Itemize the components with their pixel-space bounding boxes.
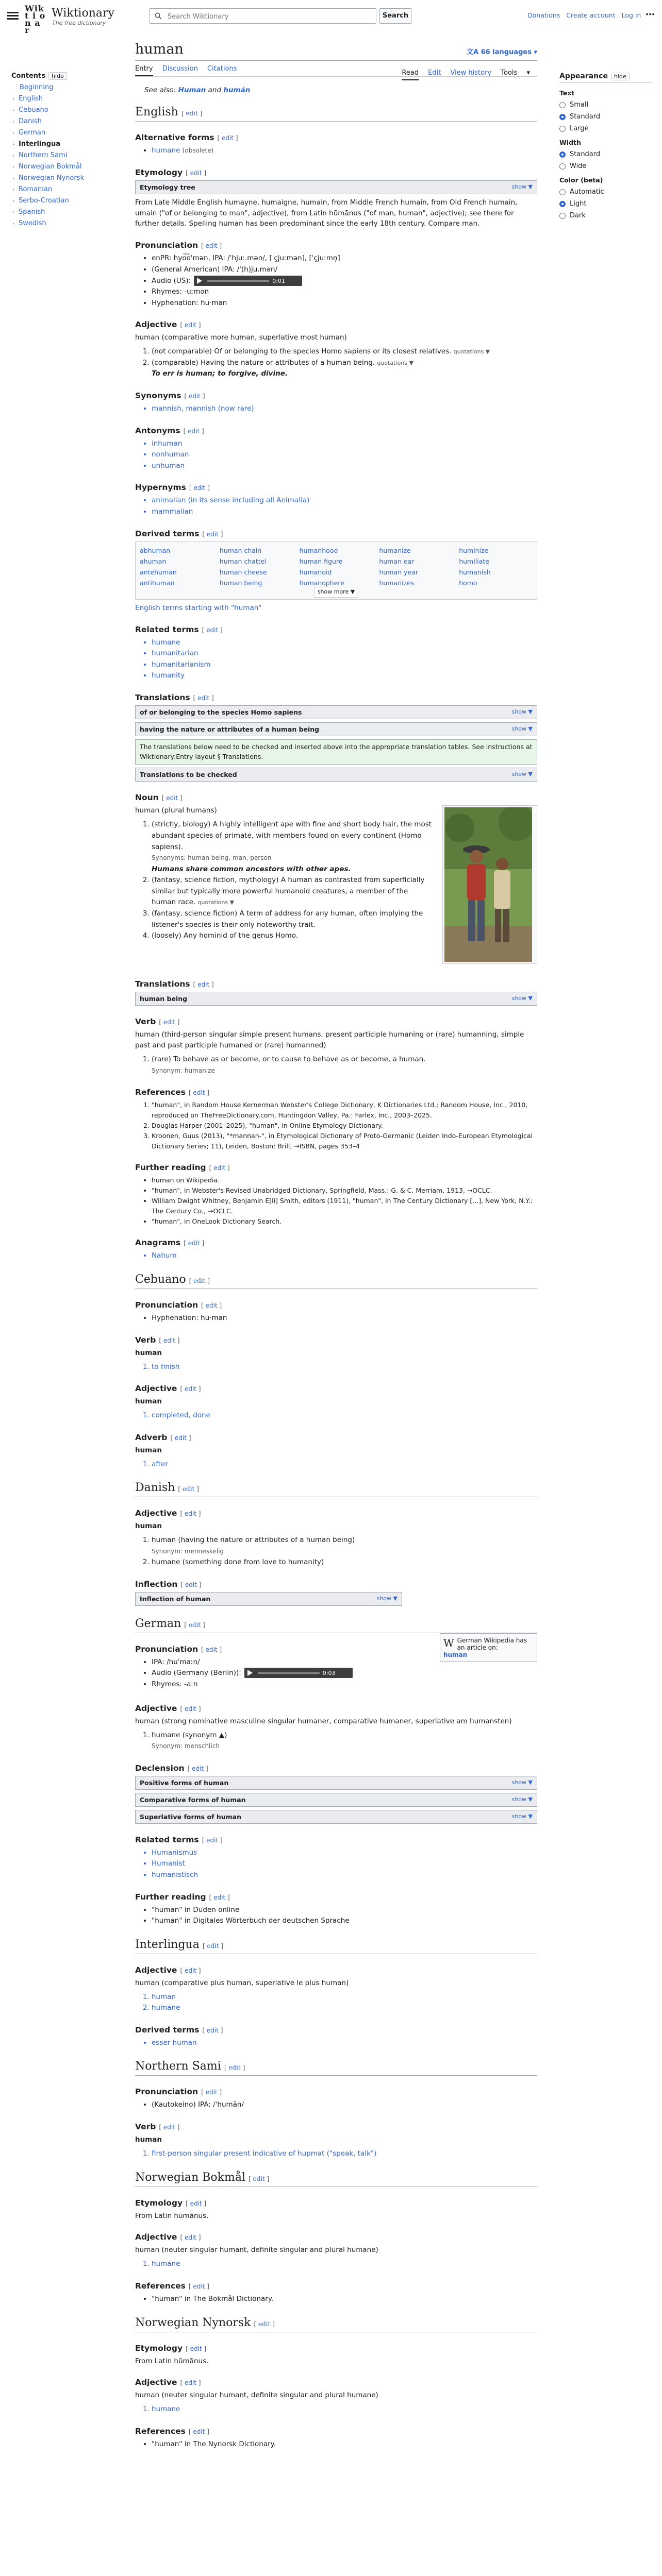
sense[interactable]: 1. human <box>152 1992 537 2003</box>
color-dark[interactable]: Dark <box>559 212 652 219</box>
list-item[interactable]: homo <box>459 579 477 587</box>
chevron-right-icon[interactable]: › <box>12 108 14 113</box>
heading-verb: Verb [ edit ] <box>135 2122 180 2132</box>
search-input[interactable] <box>167 11 375 22</box>
toc-item-danish[interactable]: › Danish <box>12 117 42 125</box>
edit-link[interactable]: edit <box>163 1019 175 1026</box>
see-also-link[interactable]: humán <box>223 86 251 94</box>
sense: 1. human (having the nature or attributes of a human being) Synonym: menneskelig <box>152 1535 537 1557</box>
etymology-text: From Late Middle English humayne, humaigne, humain, from Middle French humain, from Old French humain, umain ("of or belonging to man", adjective), from Latin hūmānus ("of man, human", adjective); see there for further details. Spelling human has been predominant since the early 18th century. Compare man. <box>135 198 518 228</box>
list-item[interactable]: • humanity <box>152 670 537 682</box>
list-item[interactable]: • humanitarian <box>152 648 537 659</box>
radio-selected-icon[interactable] <box>559 151 566 158</box>
radio-icon[interactable] <box>559 213 566 219</box>
headword-line: human <box>135 2136 162 2144</box>
heading-anagrams: Anagrams [ edit ] <box>135 1238 205 1248</box>
reference-item: 2. Douglas Harper (2001–2025), "human", in Online Etymology Dictionary. <box>152 1121 537 1131</box>
chevron-right-icon[interactable]: › <box>12 210 14 215</box>
heading-adjective: Adjective [ edit ] <box>135 1965 201 1975</box>
color-automatic[interactable]: Automatic <box>559 188 652 196</box>
word-link[interactable]: humane <box>152 146 180 155</box>
page-tabs <box>135 61 537 77</box>
section-german: German [ edit ] <box>135 1617 537 1633</box>
wikipedia-link[interactable]: human <box>443 1651 468 1658</box>
list-item: • Rhymes: -aːn <box>152 1679 537 1690</box>
heading-pronunciation: Pronunciation [ edit ] <box>135 1644 222 1654</box>
color-light[interactable]: Light <box>559 200 652 208</box>
heading-pronunciation: Pronunciation [ edit ] <box>135 1300 222 1310</box>
edit-link[interactable]: edit <box>193 2282 205 2290</box>
edit-link[interactable]: edit <box>213 1164 226 1172</box>
headword-line: human (third-person singular simple present humans, present participle humaning or (rare) humanning, simple past and past participle humaned or (rare) humanned) <box>135 1030 524 1050</box>
edit-link[interactable]: edit <box>207 1942 219 1950</box>
list-item: • Hyphenation: hu‧man <box>152 298 537 309</box>
headword-line: human (comparative plus human, superlative le plus human) <box>135 1978 349 1987</box>
heading-adjective: Adjective [ edit ] <box>135 2232 201 2242</box>
sense: 1. (rare) To behave as or become, or to cause to behave as or become, a human. Synonym: humanize <box>152 1054 537 1076</box>
section-english: English [ edit ] <box>135 106 537 122</box>
edit-link[interactable]: edit <box>184 1705 196 1713</box>
edit-link[interactable]: edit <box>206 2026 219 2034</box>
table-of-contents <box>11 72 109 227</box>
width-label: Width <box>559 139 581 146</box>
list-item[interactable]: • mannish, mannish (now rare) <box>152 403 537 415</box>
edit-link[interactable]: edit <box>206 1836 219 1844</box>
radio-selected-icon[interactable] <box>559 201 566 207</box>
text-size-large[interactable]: Large <box>559 125 652 132</box>
heading-alternative-forms: Alternative forms [ edit ] <box>135 133 238 142</box>
edit-link[interactable]: edit <box>253 2175 265 2182</box>
edit-link[interactable]: edit <box>182 1485 195 1493</box>
languages-button[interactable]: 文A 66 languages ▾ <box>467 48 537 56</box>
sense[interactable]: 1. completed, done <box>152 1410 537 1421</box>
toc-hide-button[interactable]: hide <box>48 72 67 80</box>
headword-line: human <box>135 1397 162 1406</box>
list-item[interactable]: humanize <box>379 546 411 554</box>
chevron-right-icon[interactable]: › <box>12 130 14 136</box>
heading-further-reading: Further reading [ edit ] <box>135 1892 230 1902</box>
edit-link[interactable]: edit <box>188 1621 201 1629</box>
edit-link[interactable]: edit <box>174 1434 187 1442</box>
list-item[interactable]: humanish <box>459 568 491 577</box>
sense: 1. (strictly, biology) A highly intelligent ape with fine and short body hair, the most abundant species of primate, with members found on every continent (Homo sapiens). Synonyms: human being, man, person Humans share common ancestors with other apes. <box>152 819 537 875</box>
edit-link[interactable]: edit <box>258 2320 271 2328</box>
list-item[interactable]: human chain <box>219 546 262 554</box>
translation-table[interactable]: of or belonging to the species Homo sapiens show ▼ <box>135 705 537 719</box>
site-tagline: The free dictionary <box>52 20 106 26</box>
section-interlingua: Interlingua [ edit ] <box>135 1938 537 1954</box>
section-danish: Danish [ edit ] <box>135 1481 537 1497</box>
see-also-link[interactable]: Human <box>178 86 206 94</box>
show-toggle[interactable]: show ▼ <box>511 1778 533 1786</box>
declension-table[interactable]: Superlative forms of human show ▼ <box>135 1810 537 1824</box>
reference-item[interactable]: • "human" in The Nynorsk Dictionary. <box>152 2439 537 2450</box>
chevron-right-icon[interactable]: › <box>12 198 14 204</box>
sense: 1. (not comparable) Of or belonging to the species Homo sapiens or its closest relatives. quotations ▼ <box>152 346 537 358</box>
show-toggle[interactable]: show ▼ <box>511 1812 533 1820</box>
see-also-note: See also: Human and humán <box>144 86 251 94</box>
list-item[interactable]: • "human" in Digitales Wörterbuch der deutschen Sprache <box>152 1916 537 1927</box>
edit-link[interactable]: edit <box>184 2234 196 2242</box>
headword-line: human (plural humans) <box>135 806 217 815</box>
toc-item-german[interactable]: › German <box>12 129 46 137</box>
list-item[interactable]: humiliate <box>459 557 489 565</box>
tab-citations[interactable]: Citations <box>207 65 237 73</box>
toc-item-swedish[interactable]: › Swedish <box>12 219 46 227</box>
heading-declension: Declension [ edit ] <box>135 1763 208 1773</box>
search-box <box>150 8 376 24</box>
heading-synonyms: Synonyms [ edit ] <box>135 391 205 401</box>
list-item[interactable]: humanhood <box>299 546 338 554</box>
section-cebuano: Cebuano [ edit ] <box>135 1273 537 1289</box>
list-item[interactable]: • Nahum <box>152 1250 537 1262</box>
toc-item-interlingua[interactable]: › Interlingua <box>12 140 61 148</box>
heading-etymology: Etymology [ edit ] <box>135 167 207 177</box>
show-toggle[interactable]: show ▼ <box>511 995 533 1002</box>
sense[interactable]: 1. to finish <box>152 1362 537 1373</box>
site-header <box>0 0 662 33</box>
list-item[interactable]: • unhuman <box>152 461 537 472</box>
list-item[interactable]: • William Dwight Whitney, Benjamin E[li] Smith, editors (1911), "human", in The Century Dictionary [...], New York, N.Y.: The Century Co., →OCLC. <box>152 1196 537 1216</box>
list-item[interactable]: • humanitarianism <box>152 659 537 671</box>
main-content <box>135 41 537 2452</box>
edit-link[interactable]: edit <box>228 2064 241 2072</box>
show-toggle[interactable]: show ▼ <box>511 708 533 715</box>
radio-icon[interactable] <box>559 189 566 195</box>
list-item[interactable]: • humane <box>152 637 537 649</box>
audio-player[interactable]: 0:01 <box>194 276 302 286</box>
translation-check-notice: The translations below need to be checked and inserted above into the appropriate translation tables. See instructions at Wiktionary:Entry layout § Translations. <box>135 739 537 765</box>
heading-related-terms: Related terms [ edit ] <box>135 1835 223 1844</box>
edit-link[interactable]: edit <box>193 484 206 492</box>
sense: 2. (comparable) Having the nature or attributes of a human being. quotations ▼ To err is human; to forgive, divine. <box>152 358 537 380</box>
personal-links <box>523 11 641 19</box>
etymology-text: From Latin hūmānus. <box>135 2357 209 2365</box>
edit-link[interactable]: edit <box>192 1765 204 1772</box>
edit-link[interactable]: edit <box>190 169 202 177</box>
show-more-button[interactable]: show more ▼ <box>314 587 358 598</box>
declension-table[interactable]: Positive forms of human show ▼ <box>135 1776 537 1790</box>
reference-item[interactable]: • "human" in The Bokmål Dictionary. <box>152 2294 537 2305</box>
heading-etymology: Etymology [ edit ] <box>135 2343 207 2353</box>
edit-link[interactable]: edit <box>190 2199 202 2207</box>
heading-antonyms: Antonyms [ edit ] <box>135 426 204 435</box>
heading-noun: Noun [ edit ] <box>135 793 183 803</box>
edit-link[interactable]: edit <box>205 2089 218 2096</box>
tab-read[interactable]: Read <box>402 65 419 80</box>
language-icon[interactable]: 文A <box>467 48 481 56</box>
section-northern-sami: Northern Sami [ edit ] <box>135 2060 537 2076</box>
edit-link[interactable]: edit <box>197 981 210 989</box>
more-options-icon[interactable]: ⋯ <box>646 9 655 20</box>
edit-link[interactable]: edit <box>193 1277 206 1285</box>
headword-line: human <box>135 1446 162 1454</box>
show-toggle[interactable]: show ▼ <box>511 771 533 778</box>
heading-translations: Translations [ edit ] <box>135 692 214 702</box>
edit-link[interactable]: edit <box>190 2345 202 2352</box>
wikipedia-icon: W <box>443 1636 454 1649</box>
list-item[interactable]: • human on Wikipedia. <box>152 1175 537 1185</box>
reference-item: 3. Kroonen, Guus (2013), "*mannan-", in Etymological Dictionary of Proto-Germanic (Leiden Indo-European Etymological Dictionary Series; 11), Leiden, Boston: Brill, →ISBN, pages 353–4 <box>152 1131 537 1151</box>
wiktionary-logo[interactable]: W⁠i⁠k t i o n a r <box>25 4 46 35</box>
list-item[interactable]: • "human", in OneLook Dictionary Search. <box>152 1216 537 1227</box>
list-item[interactable]: humanizes <box>379 579 415 587</box>
category-link[interactable]: English terms starting with "human" <box>135 603 262 612</box>
tab-entry[interactable]: Entry <box>135 61 153 76</box>
heading-adjective: Adjective [ edit ] <box>135 320 201 330</box>
section-norwegian-bokmal: Norwegian Bokmål [ edit ] <box>135 2171 537 2187</box>
list-item[interactable]: • Humanist <box>152 1858 537 1870</box>
edit-link[interactable]: edit <box>188 427 200 435</box>
width-standard[interactable]: Standard <box>559 150 652 158</box>
reference-item: 1. "human", in Random House Kernerman Webster's College Dictionary, K Dictionaries Ltd.; Random House, Inc., 2010, reproduced on TheFreeDictionary.com, Huntingdon Valley, Pa.: Farlex, Inc., 2003–2025. <box>152 1100 537 1121</box>
show-toggle[interactable]: show ▼ <box>376 1595 398 1602</box>
tab-view-history[interactable]: View history <box>450 69 492 77</box>
list-item[interactable]: • "human", in Webster's Revised Unabridged Dictionary, Springfield, Mass.: G. & C. Merriam, 1913, →OCLC. <box>152 1185 537 1196</box>
edit-link[interactable]: edit <box>184 2379 196 2387</box>
edit-link[interactable]: edit <box>222 134 234 142</box>
headword-line: human (neuter singular humant, definite singular and plural humane) <box>135 2391 378 2400</box>
heading-adjective: Adjective [ edit ] <box>135 1384 201 1394</box>
edit-link[interactable]: edit <box>188 393 201 400</box>
toc-title: Contents <box>11 72 45 80</box>
edit-link[interactable]: edit <box>184 321 196 329</box>
sense[interactable]: 1. humane <box>152 2259 537 2270</box>
headword-line: human <box>135 1348 162 1357</box>
toc-item-spanish[interactable]: › Spanish <box>12 208 45 216</box>
list-item[interactable]: huminize <box>459 546 489 554</box>
list-item[interactable]: antehuman <box>140 568 177 577</box>
chevron-right-icon[interactable]: › <box>12 142 15 147</box>
list-item[interactable]: human year <box>379 568 418 577</box>
appearance-panel <box>559 72 652 219</box>
list-item[interactable]: • esser human <box>152 2038 537 2049</box>
search-icon <box>155 12 162 20</box>
heading-adverb: Adverb [ edit ] <box>135 1432 191 1442</box>
edit-link[interactable]: edit <box>163 2124 175 2131</box>
text-size-standard[interactable]: Standard <box>559 113 652 121</box>
list-item: • IPA: /huˈmaːn/ <box>152 1657 537 1668</box>
sense[interactable]: 1. humane <box>152 2404 537 2415</box>
appearance-hide-button[interactable]: hide <box>611 73 630 80</box>
sense[interactable]: 1. after <box>152 1459 537 1470</box>
text-size-small[interactable]: Small <box>559 101 652 109</box>
inflection-table[interactable]: Inflection of human show ▼ <box>135 1592 402 1606</box>
show-toggle[interactable]: show ▼ <box>511 1795 533 1803</box>
width-wide[interactable]: Wide <box>559 162 652 170</box>
sense: 3. (fantasy, science fiction) A term of address for any human, often implying the listener's species is their only noteworthy trait. <box>152 908 537 930</box>
heading-related-terms: Related terms [ edit ] <box>135 624 223 634</box>
photo-thumbnail[interactable] <box>442 805 537 964</box>
list-item: • Audio (US): 0:01 <box>152 276 537 287</box>
sense[interactable]: 1. first-person singular present indicative of hupmat ("speak, talk") <box>152 2148 537 2160</box>
sense[interactable]: 2. humane <box>152 2003 537 2014</box>
heading-adjective: Adjective [ edit ] <box>135 1509 201 1518</box>
color-label: Color (beta) <box>559 176 603 184</box>
heading-adjective: Adjective [ edit ] <box>135 2378 201 2387</box>
radio-icon[interactable] <box>559 126 566 132</box>
heading-inflection: Inflection [ edit ] <box>135 1579 202 1589</box>
search-button[interactable]: Search <box>379 8 411 24</box>
edit-link[interactable]: edit <box>184 1385 196 1393</box>
chevron-right-icon[interactable]: › <box>12 221 14 227</box>
edit-link[interactable]: edit <box>205 1646 218 1653</box>
edit-link[interactable]: edit <box>193 1089 205 1097</box>
chevron-right-icon[interactable]: › <box>12 96 14 102</box>
list-item[interactable]: • inhuman <box>152 438 537 450</box>
heading-references: References [ edit ] <box>135 1088 209 1097</box>
toc-item-norwegian-nynorsk[interactable]: › Norwegian Nynorsk <box>12 174 85 182</box>
edit-link[interactable]: edit <box>184 1510 196 1518</box>
list-item[interactable]: human cheese <box>219 568 267 577</box>
audio-player[interactable]: 0:03 <box>244 1668 353 1678</box>
text-size-label: Text <box>559 89 575 97</box>
page-title: human <box>135 41 537 61</box>
wikipedia-box: W German Wikipedia has an article on: human <box>440 1633 537 1662</box>
translation-table[interactable]: human being show ▼ <box>135 992 537 1006</box>
toc-item-cebuano[interactable]: › Cebuano <box>12 106 48 114</box>
list-item[interactable]: human being <box>219 579 262 587</box>
toc-item-english[interactable]: › English <box>12 95 43 103</box>
chevron-right-icon[interactable]: › <box>12 176 14 181</box>
edit-link[interactable]: edit <box>185 1581 197 1588</box>
log-in-link[interactable]: Log in <box>621 11 641 19</box>
play-icon[interactable] <box>247 1670 253 1676</box>
list-item: • (General American) IPA: /ˈ(h)ju.mən/ <box>152 264 537 276</box>
toc-item-norwegian-bokmal[interactable]: › Norwegian Bokmål <box>12 163 82 171</box>
main-menu-icon[interactable] <box>7 10 19 22</box>
sense: 1. humane (synonym ▲) Synonym: menschlich <box>152 1730 537 1752</box>
list-item[interactable]: antihuman <box>140 579 175 587</box>
list-item[interactable]: • mammalian <box>152 506 537 518</box>
edit-link[interactable]: edit <box>163 1336 175 1344</box>
tab-discussion[interactable]: Discussion <box>162 65 198 73</box>
list-item[interactable]: humanoid <box>299 568 332 577</box>
site-title[interactable]: Wiktionary <box>52 7 114 20</box>
radio-icon[interactable] <box>559 102 566 108</box>
etymology-text: From Latin hūmānus. <box>135 2211 209 2220</box>
tools-menu[interactable]: Tools ▾ <box>501 69 530 77</box>
list-item[interactable]: • humanistisch <box>152 1870 537 1881</box>
edit-link[interactable]: edit <box>205 1302 218 1310</box>
list-item[interactable]: • nonhuman <box>152 449 537 461</box>
headword-line: human (neuter singular humant, definite singular and plural humane) <box>135 2246 378 2255</box>
edit-link[interactable]: edit <box>193 2428 205 2435</box>
heading-verb: Verb [ edit ] <box>135 1017 180 1027</box>
chevron-right-icon[interactable]: › <box>12 153 14 159</box>
list-item[interactable]: ahuman <box>140 557 167 565</box>
edit-link[interactable]: edit <box>186 110 198 117</box>
list-item: • Rhymes: -uːmən <box>152 286 537 298</box>
edit-link[interactable]: edit <box>206 626 219 634</box>
chevron-right-icon[interactable]: › <box>12 164 14 170</box>
heading-references: References [ edit ] <box>135 2427 209 2436</box>
derived-terms-list <box>135 541 537 600</box>
declension-table[interactable]: Comparative forms of human show ▼ <box>135 1793 537 1807</box>
appearance-title: Appearance <box>559 72 608 80</box>
list-item[interactable]: abhuman <box>140 546 171 554</box>
tab-edit[interactable]: Edit <box>428 69 441 77</box>
sense: 2. humane (something done from love to humanity) <box>152 1557 537 1568</box>
heading-etymology: Etymology [ edit ] <box>135 2198 207 2208</box>
list-item: • Audio (Germany (Berlin)): 0:03 <box>152 1668 537 1679</box>
list-item[interactable]: humanophere <box>299 579 344 587</box>
toc-item-northern-sami[interactable]: › Northern Sami <box>12 151 68 159</box>
toc-item-romanian[interactable]: › Romanian <box>12 185 53 193</box>
edit-link[interactable]: edit <box>184 1967 196 1974</box>
edit-link[interactable]: edit <box>206 530 219 538</box>
edit-link[interactable]: edit <box>213 1893 226 1901</box>
headword-line: human (strong nominative masculine singular humaner, comparative humaner, superlative am humansten) <box>135 1717 512 1725</box>
list-item: • humane (obsolete) <box>152 145 537 157</box>
list-item: • Hyphenation: hu‧man <box>152 1313 537 1324</box>
section-norwegian-nynorsk: Norwegian Nynorsk [ edit ] <box>135 2316 537 2332</box>
list-item: • enPR: hyo͞o'mən, IPA: /ˈhjuː.mən/, [ˈçjuːmən], [ˈçjuːmn̩] <box>152 253 537 264</box>
sense: 2. (fantasy, science fiction, mythology) A human as contrasted from superficially similar but typically more powerful humanoid creatures, a member of the human race. quotations ▼ <box>152 875 537 908</box>
heading-adjective: Adjective [ edit ] <box>135 1703 201 1713</box>
play-icon[interactable] <box>197 278 202 284</box>
sense: 4. (loosely) Any hominid of the genus Homo. <box>152 930 537 942</box>
photo-of-two-humans[interactable] <box>444 807 532 962</box>
toc-item-serbo-croatian[interactable]: › Serbo-Croatian <box>12 197 69 205</box>
usage-example: To err is human; to forgive, divine. <box>152 369 288 378</box>
donations-link[interactable]: Donations <box>527 11 560 19</box>
heading-hypernyms: Hypernyms [ edit ] <box>135 483 210 493</box>
list-item[interactable]: human chattel <box>219 557 267 565</box>
heading-derived-terms: Derived terms [ edit ] <box>135 2025 223 2035</box>
heading-references: References [ edit ] <box>135 2281 209 2291</box>
heading-pronunciation: Pronunciation [ edit ] <box>135 2087 222 2097</box>
show-toggle[interactable]: show ▼ <box>511 725 533 732</box>
edit-link[interactable]: edit <box>197 694 210 702</box>
edit-link[interactable]: edit <box>188 1240 200 1247</box>
radio-icon[interactable] <box>559 163 566 170</box>
list-item: • (Kautokeino) IPA: /ˈhumān/ <box>152 2099 537 2111</box>
chevron-right-icon[interactable]: › <box>12 187 14 193</box>
heading-pronunciation: Pronunciation [ edit ] <box>135 241 222 250</box>
show-toggle[interactable]: show ▼ <box>511 183 533 190</box>
chevron-right-icon[interactable]: › <box>12 119 14 125</box>
edit-link[interactable]: edit <box>166 794 178 802</box>
list-item[interactable]: • "human" in Duden online <box>152 1905 537 1916</box>
heading-further-reading: Further reading [ edit ] <box>135 1163 230 1173</box>
heading-verb: Verb [ edit ] <box>135 1335 180 1345</box>
heading-translations: Translations [ edit ] <box>135 979 214 989</box>
headword-line: human <box>135 1522 162 1531</box>
create-account-link[interactable]: Create account <box>566 11 616 19</box>
headword-line: human (comparative more human, superlative most human) <box>135 333 347 342</box>
list-item[interactable]: • Humanismus <box>152 1848 537 1859</box>
heading-derived-terms: Derived terms [ edit ] <box>135 529 223 538</box>
list-item[interactable]: human figure <box>299 557 343 565</box>
edit-link[interactable]: edit <box>205 242 218 250</box>
radio-selected-icon[interactable] <box>559 114 566 120</box>
translation-table[interactable]: having the nature or attributes of a human being show ▼ <box>135 722 537 736</box>
translation-table[interactable]: Translations to be checked show ▼ <box>135 768 537 782</box>
toc-item-beginning[interactable]: Beginning <box>20 83 54 91</box>
etymology-tree-box[interactable]: Etymology tree show ▼ <box>135 180 537 194</box>
list-item[interactable]: • animalian (in its sense including all Animalia) <box>152 495 537 506</box>
list-item[interactable]: human ear <box>379 557 415 565</box>
